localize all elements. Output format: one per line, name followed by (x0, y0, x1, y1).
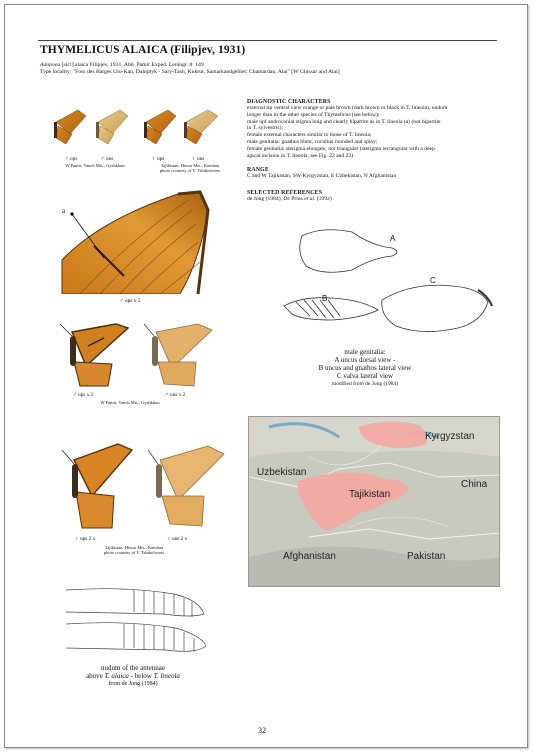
genitalia-caption-2: A uncus dorsal view - (334, 356, 396, 364)
ref-suffix: (1992) (315, 196, 332, 202)
female-pair-locality-1: Tajikistan, Hissar Mts., Kondara (104, 545, 164, 550)
female-pair-figure (52, 440, 232, 534)
male-pair-figure (52, 322, 222, 392)
diagnostic-line-6: male genitalia: gnathos blunt, cucullus rounded and spiny; (247, 138, 378, 145)
thumb-locality-right-1: Tajikistan, Hissar Mts., Kondara (160, 163, 220, 168)
diagnostic-line-4: in T. sylvestris); (247, 125, 283, 132)
top-specimens-figure (48, 104, 238, 156)
diagnostic-line-7: female genitalia: sterigma elongate, not triangular (sterigma rectangular with a deep (247, 145, 435, 152)
thumb-locality-left: W Pamir, Vanch Mts., Gyshkhun (65, 163, 125, 168)
map-label-tajikistan: Tajikistan (349, 489, 391, 500)
title-rule (38, 40, 497, 41)
genitalia-label-a: A (390, 234, 396, 243)
map-label-afghanistan: Afghanistan (283, 551, 336, 562)
diagnostic-heading: DIAGNOSTIC CHARACTERS (247, 99, 331, 105)
wing-marker-a: a (62, 207, 66, 215)
map-label-china: China (461, 479, 488, 490)
range-section (247, 167, 499, 180)
male-ups-caption: ♂ ups x 2 (72, 392, 94, 398)
distribution-map (248, 416, 500, 587)
antenna-caption-line2 (63, 672, 203, 680)
range-heading: RANGE (247, 167, 269, 173)
female-uns-thumb (184, 110, 218, 144)
antenna-above: above (86, 672, 105, 680)
map-label-uzbekistan: Uzbekistan (257, 467, 307, 478)
map-label-kyrgyzstan: Kyrgyzstan (425, 431, 475, 442)
references-text (247, 196, 499, 203)
thumb-label-female-ups: ♀ ups (151, 156, 165, 162)
female-pair-locality-2: photo courtesy of V. Tshikolovets (103, 550, 165, 555)
diagnostic-characters (247, 99, 499, 159)
male-ups-thumb (54, 110, 86, 144)
type-locality: Type locality: "Foss des Barges Ulu-Kan, Dahiptyk - Sary-Tash, Kukrut, Samarkandgebiet; Chamardan, Alai" [W Ghissar and Alai] (40, 69, 340, 75)
thumb-locality-right-2: photo courtesy of V. Tshikolovets (159, 168, 221, 173)
species-title: THYMELICUS ALAICA (Filipjev, 1931) (40, 44, 246, 56)
antenna-caption (63, 664, 203, 688)
diagnostic-line-1: external tip ventral view orange or pale brown (dark brown or black in T. lineola), nudum (247, 105, 448, 111)
genitalia-figure (282, 226, 502, 346)
antenna-caption-source: from de Jong (1984) (108, 681, 158, 687)
male-ups-large (60, 324, 128, 386)
female-ups-large (62, 444, 132, 528)
female-ups-caption: ♀ ups 2 x (74, 536, 96, 542)
genitalia-caption-4: C valva lateral view (336, 372, 394, 380)
antenna-caption-line1: nudum of the antennae (101, 664, 165, 672)
genitalia-label-c: C (430, 276, 436, 285)
wing-detail-figure (60, 190, 210, 294)
wing-detail-caption: ♂ ups x 5 (119, 298, 141, 304)
valva-lateral (382, 285, 488, 331)
female-uns-caption: ♀ uns 2 x (166, 536, 188, 542)
thumb-label-female-uns: ♀ uns (191, 156, 205, 162)
diagnostic-line-8: apical incision in T. lineola, see Fig. 22 and 23) (247, 152, 354, 159)
original-description (40, 62, 500, 76)
species-lineola: T. lineola (153, 672, 180, 680)
male-uns-thumb (96, 110, 128, 144)
uncus-dorsal (300, 230, 397, 273)
diagnostic-line-3: male upf androconial stigma long and clearly bipartite as in T. lineola (a) (not bipartite (247, 118, 441, 125)
original-citation: [sic!] alaica Filipjev, 1931, Abh. Pamir Exped. Leningr. 8: 149 (60, 62, 204, 68)
range-text: C and W Tajikistan, SW Kyrgyzstan, E Uzbekistan, N Afghanistan (247, 173, 397, 179)
genitalia-caption-1: male genitalia: (344, 348, 386, 356)
diagnostic-line-2: longer than in the other species of Thymelicus (see below); (247, 111, 380, 118)
genitalia-caption (300, 348, 430, 388)
thumb-label-male-uns: ♂ uns (100, 156, 114, 162)
uncus-lateral (284, 298, 378, 320)
female-ups-thumb (144, 110, 176, 144)
genitalia-label-b: B (322, 294, 328, 303)
male-uns-caption: ♂ uns x 2 (164, 392, 186, 398)
diagnostic-line-5: female external characters similar to those of T. lineola; (247, 132, 372, 139)
genitalia-caption-3: B uncus and gnathos lateral view (318, 364, 412, 372)
genitalia-caption-5: modified from de Jong (1984) (331, 381, 399, 387)
antenna-nudum-figure (64, 584, 214, 660)
ref-etal: et al. (304, 196, 316, 202)
male-pair-locality: W Pamir, Vanch Mts., Gyshkhun (100, 400, 160, 405)
references-section (247, 190, 499, 203)
thumb-label-male-ups: ♂ ups (64, 156, 78, 162)
genus-original: Adopoea (40, 62, 61, 68)
page-number: 32 (258, 726, 266, 735)
male-uns-large (144, 324, 212, 386)
references-heading: SELECTED REFERENCES (247, 190, 323, 196)
ref-prefix: de Jong (1984), De Prins (247, 196, 305, 202)
antenna-below: - below (128, 672, 154, 680)
female-uns-large (148, 446, 224, 526)
species-alaica: T. alaica (104, 672, 129, 680)
map-label-pakistan: Pakistan (407, 551, 446, 562)
